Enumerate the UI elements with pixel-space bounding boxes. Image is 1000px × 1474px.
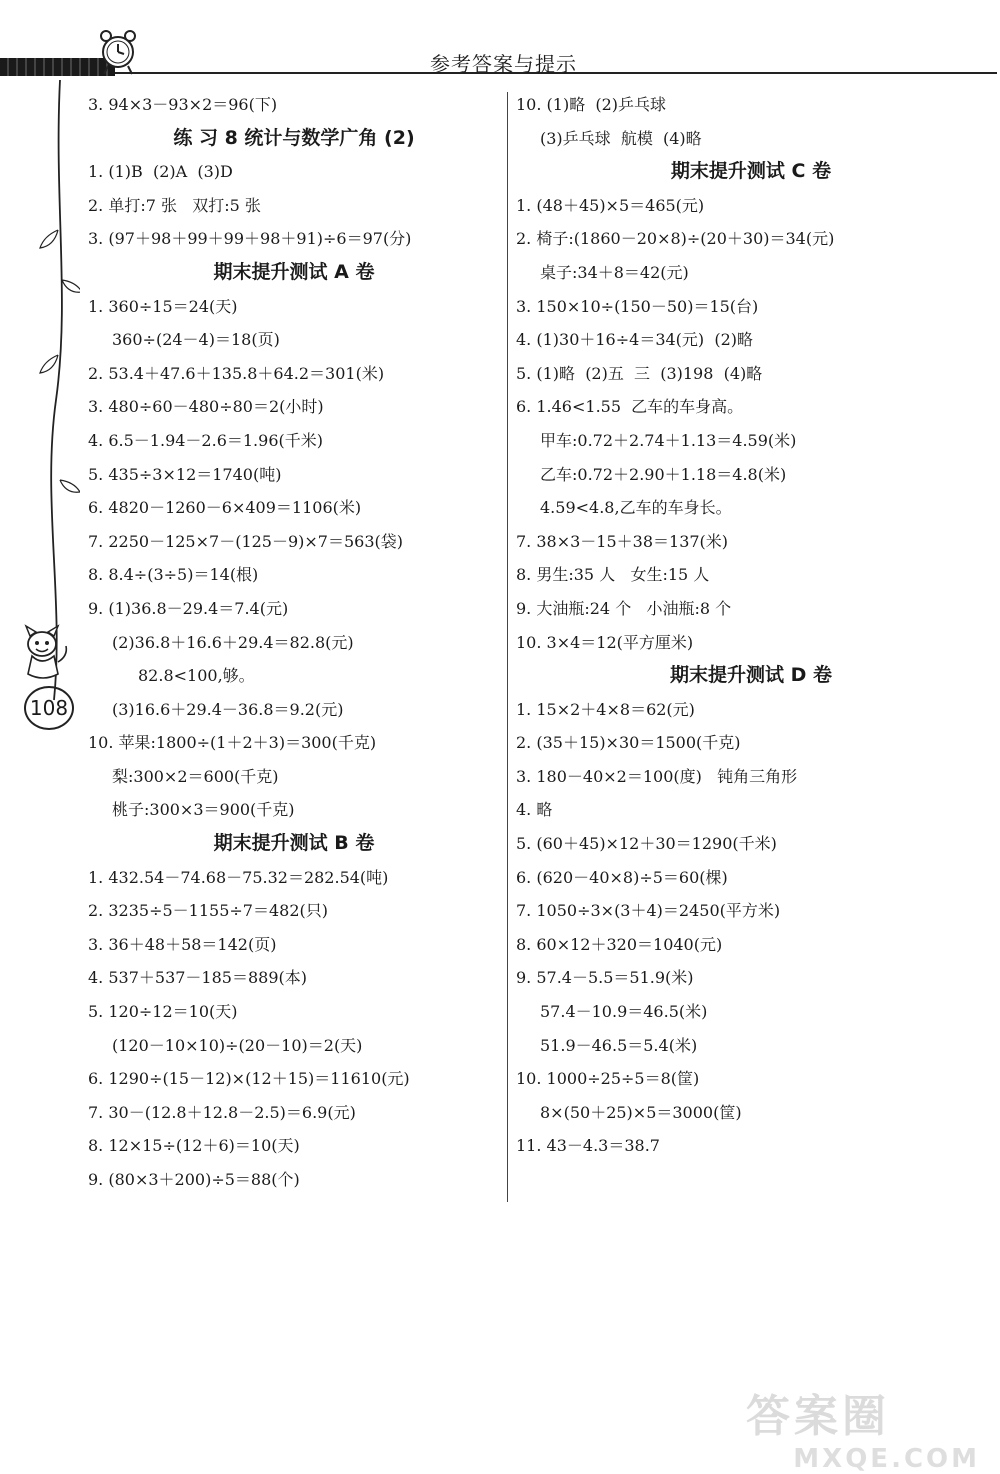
answer-line: 1. 15×2＋4×8＝62(元) <box>516 699 695 719</box>
answer-line: 2. 53.4＋47.6＋135.8＋64.2＝301(米) <box>88 363 385 383</box>
answer-continuation-line: (120－10×10)÷(20－10)＝2(天) <box>112 1035 363 1055</box>
section-heading: 练 习 8 统计与数学广角 (2) <box>173 126 415 149</box>
answer-column-right <box>516 88 986 1163</box>
answer-line: 7. 30－(12.8＋12.8－2.5)＝6.9(元) <box>88 1102 356 1122</box>
answer-continuation-line: (2)36.8＋16.6＋29.4＝82.8(元) <box>112 632 354 652</box>
answer-line: 6. 4820－1260－6×409＝1106(米) <box>88 498 362 518</box>
answer-line: 10. 1000÷25÷5＝8(筐) <box>516 1069 700 1089</box>
answer-line: 1. (48＋45)×5＝465(元) <box>516 195 705 215</box>
answer-line: 10. 3×4＝12(平方厘米) <box>516 632 694 652</box>
answer-continuation-line: 桃子:300×3＝900(千克) <box>112 800 295 820</box>
answer-line: 9. (80×3＋200)÷5＝88(个) <box>88 1170 300 1189</box>
page-number: 108 <box>24 686 74 730</box>
answer-line: 3. 150×10÷(150－50)＝15(台) <box>516 296 759 316</box>
answer-continuation-line: 梨:300×2＝600(千克) <box>112 766 279 786</box>
answer-line: 11. 43－4.3＝38.7 <box>516 1136 660 1156</box>
answer-line: 5. 435÷3×12＝1740(吨) <box>88 464 282 484</box>
page-header-title: 参考答案与提示 <box>430 52 577 76</box>
answer-line: 2. 3235÷5－1155÷7＝482(只) <box>88 901 328 921</box>
answer-line: 9. 57.4－5.5＝51.9(米) <box>516 968 694 988</box>
section-heading: 期末提升测试 A 卷 <box>213 260 375 283</box>
answer-continuation-line: 360÷(24－4)＝18(页) <box>112 330 280 350</box>
answer-line: 7. 38×3－15＋38＝137(米) <box>516 531 729 551</box>
answer-line: 4. 略 <box>516 800 553 820</box>
answer-line: 4. 537＋537－185＝889(本) <box>88 968 307 988</box>
answer-line: 9. (1)36.8－29.4＝7.4(元) <box>88 598 289 618</box>
answer-continuation-line: 57.4－10.9＝46.5(米) <box>540 1002 708 1022</box>
answer-line: 3. (97＋98＋99＋99＋98＋91)÷6＝97(分) <box>88 229 412 249</box>
answer-line: 8. 男生:35 人 女生:15 人 <box>516 565 710 585</box>
watermark <box>746 1380 986 1474</box>
answer-line: 2. (35＋15)×30＝1500(千克) <box>516 733 741 753</box>
section-heading: 期末提升测试 D 卷 <box>669 664 832 687</box>
answer-line: 6. (620－40×8)÷5＝60(棵) <box>516 867 728 887</box>
answer-line: 6. 1290÷(15－12)×(12＋15)＝11610(元) <box>88 1069 410 1089</box>
answer-line: 4. (1)30＋16÷4＝34(元) (2)略 <box>516 330 754 350</box>
answer-line: 7. 2250－125×7－(125－9)×7＝563(袋) <box>88 531 404 551</box>
answer-line: 10. 苹果:1800÷(1＋2＋3)＝300(千克) <box>88 733 377 753</box>
answer-line: 3. 36＋48＋58＝142(页) <box>88 934 277 954</box>
answer-line: 3. 94×3－93×2＝96(下) <box>88 95 278 114</box>
answer-line: 1. (1)B (2)A (3)D <box>88 162 233 182</box>
cat-mascot-icon <box>14 622 70 684</box>
column-divider <box>507 92 508 1202</box>
answer-line: 1. 360÷15＝24(天) <box>88 296 238 316</box>
answer-continuation-line: 8×(50＋25)×5＝3000(筐) <box>540 1102 742 1122</box>
answer-continuation-line: 乙车:0.72＋2.90＋1.18＝4.8(米) <box>540 464 787 484</box>
answer-column-left <box>88 88 500 1197</box>
answer-line: 6. 1.46<1.55 乙车的车身高。 <box>516 397 744 417</box>
answer-line: 9. 大油瓶:24 个 小油瓶:8 个 <box>516 598 732 618</box>
answer-line: 2. 单打:7 张 双打:5 张 <box>88 195 261 215</box>
watermark-logo-text: 答案圈 <box>746 1391 890 1442</box>
answer-line: 4. 6.5－1.94－2.6＝1.96(千米) <box>88 430 323 450</box>
answer-continuation-line: 桌子:34＋8＝42(元) <box>540 262 689 282</box>
answer-line: 8. 12×15÷(12＋6)＝10(天) <box>88 1136 300 1156</box>
answer-line: 1. 432.54－74.68－75.32＝282.54(吨) <box>88 867 389 887</box>
answer-continuation-line: 51.9－46.5＝5.4(米) <box>540 1035 698 1055</box>
clock-mascot-icon <box>96 26 140 76</box>
answer-line: 3. 180－40×2＝100(度) 钝角三角形 <box>516 766 798 786</box>
answer-continuation-line: (3)乒乓球 航模 (4)略 <box>540 128 702 148</box>
answer-line: 5. (60＋45)×12＋30＝1290(千米) <box>516 834 777 854</box>
answer-line: 2. 椅子:(1860－20×8)÷(20＋30)＝34(元) <box>516 229 835 249</box>
section-heading: 期末提升测试 C 卷 <box>670 160 832 183</box>
answer-continuation-line: 82.8<100,够。 <box>138 666 255 686</box>
answer-line: 7. 1050÷3×(3＋4)＝2450(平方米) <box>516 901 781 921</box>
answer-continuation-line: 甲车:0.72＋2.74＋1.13＝4.59(米) <box>540 430 797 450</box>
answer-continuation-line: (3)16.6＋29.4－36.8＝9.2(元) <box>112 699 344 719</box>
answer-line: 5. (1)略 (2)五 三 (3)198 (4)略 <box>516 363 763 383</box>
answer-line: 5. 120÷12＝10(天) <box>88 1002 238 1022</box>
answer-line: 8. 60×12＋320＝1040(元) <box>516 934 723 954</box>
watermark-url: MXQE.COM <box>793 1444 980 1474</box>
answer-line: 3. 480÷60－480÷80＝2(小时) <box>88 397 324 417</box>
answer-line: 8. 8.4÷(3÷5)＝14(根) <box>88 565 259 585</box>
answer-continuation-line: 4.59<4.8,乙车的车身长。 <box>540 498 732 518</box>
section-heading: 期末提升测试 B 卷 <box>213 832 375 855</box>
answer-line: 10. (1)略 (2)乒乓球 <box>516 95 667 114</box>
